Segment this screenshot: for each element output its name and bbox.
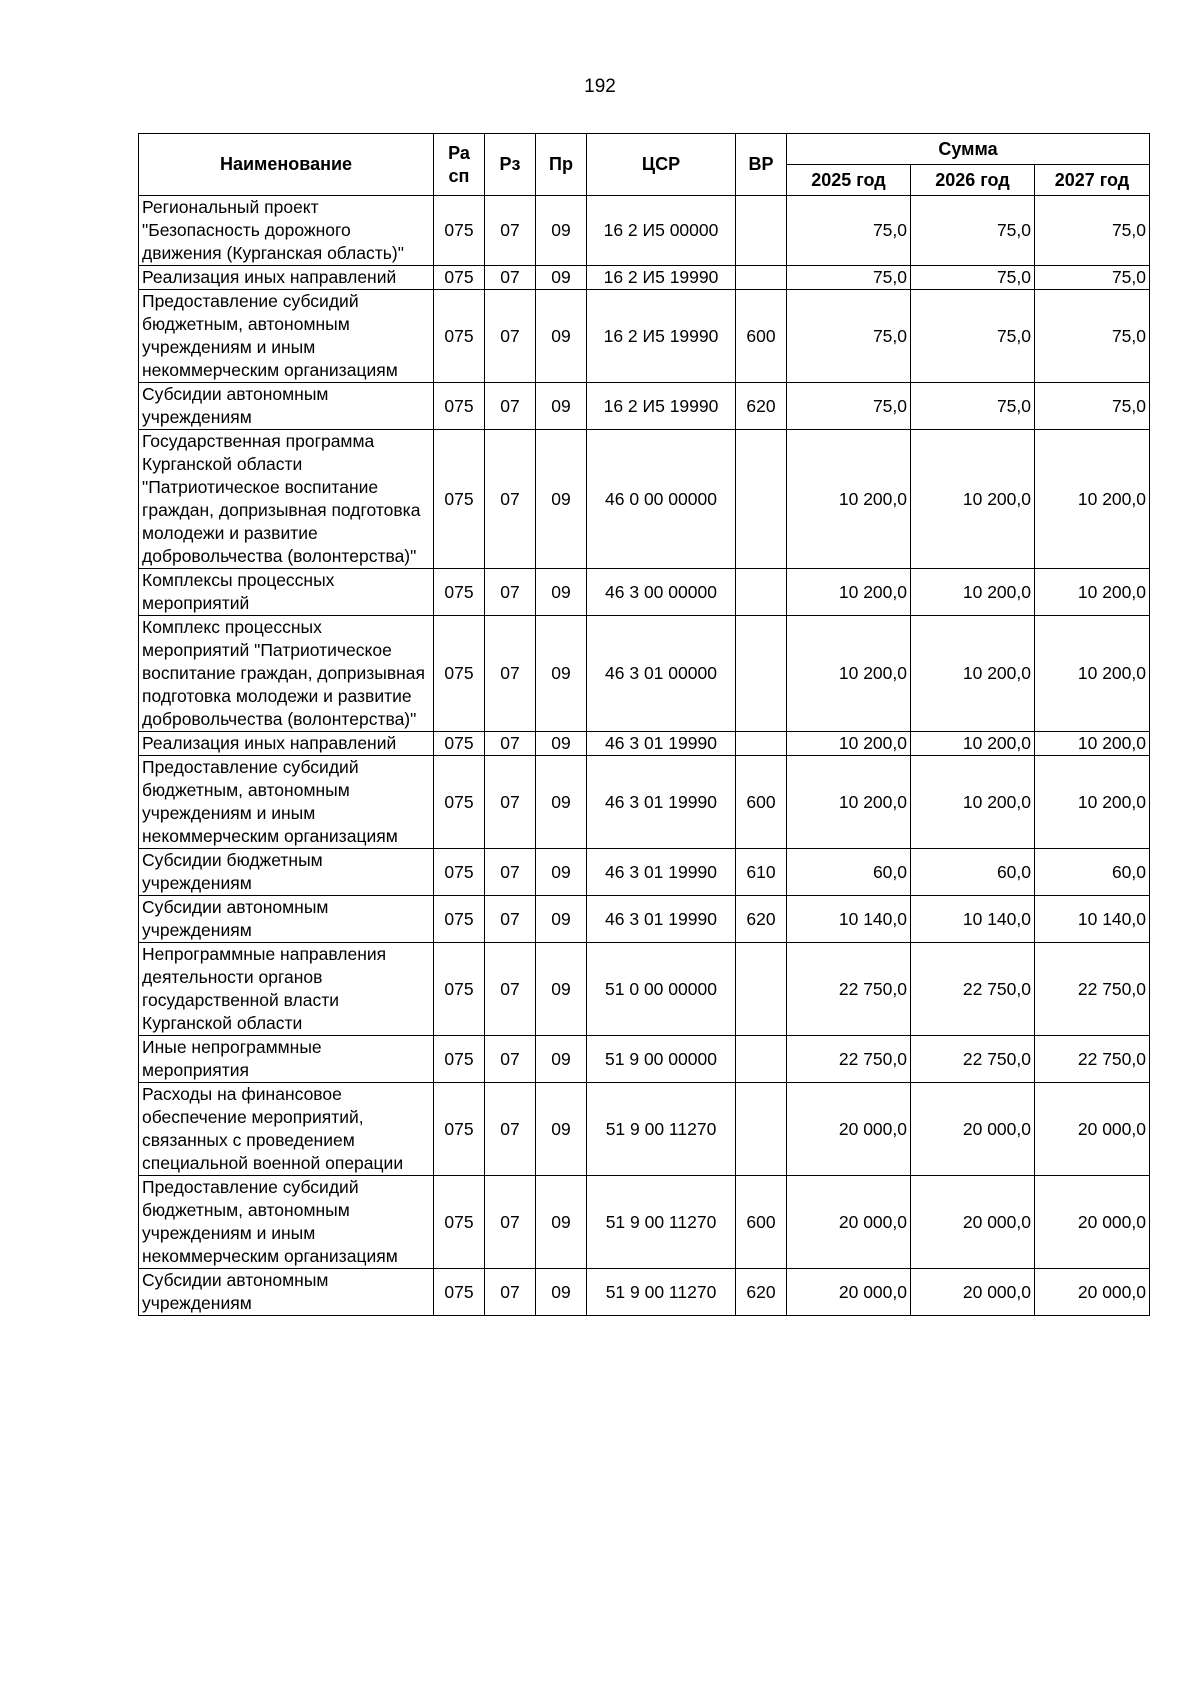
table-row	[139, 616, 1150, 732]
cell-rasp: 075	[434, 1269, 485, 1316]
cell-amount-2026: 10 200,0	[911, 616, 1035, 732]
cell-amount-2025: 10 200,0	[787, 430, 911, 569]
cell-pr: 09	[536, 1269, 587, 1316]
cell-rasp: 075	[434, 383, 485, 430]
table-row	[139, 1176, 1150, 1269]
header-year-2025: 2025 год	[787, 165, 911, 196]
cell-vr	[736, 943, 787, 1036]
cell-amount-2027: 20 000,0	[1035, 1176, 1150, 1269]
cell-csr: 46 3 00 00000	[587, 569, 736, 616]
cell-name: Региональный проект "Безопасность дорожного движения (Курганская область)"	[139, 196, 434, 266]
cell-vr: 620	[736, 896, 787, 943]
cell-pr: 09	[536, 383, 587, 430]
cell-amount-2026: 20 000,0	[911, 1269, 1035, 1316]
cell-rasp: 075	[434, 196, 485, 266]
cell-pr: 09	[536, 266, 587, 290]
cell-rz: 07	[485, 849, 536, 896]
cell-pr: 09	[536, 290, 587, 383]
cell-rasp: 075	[434, 430, 485, 569]
table-row	[139, 849, 1150, 896]
page-number: 192	[584, 76, 616, 97]
cell-amount-2025: 10 200,0	[787, 616, 911, 732]
cell-csr: 46 3 01 19990	[587, 732, 736, 756]
cell-amount-2027: 75,0	[1035, 266, 1150, 290]
cell-vr: 600	[736, 290, 787, 383]
cell-csr: 51 9 00 11270	[587, 1269, 736, 1316]
cell-name: Реализация иных направлений	[139, 732, 434, 756]
cell-name: Предоставление субсидий бюджетным, автономным учреждениям и иным некоммерческим организациям	[139, 1176, 434, 1269]
cell-vr	[736, 1036, 787, 1083]
cell-rasp: 075	[434, 616, 485, 732]
cell-name: Предоставление субсидий бюджетным, автономным учреждениям и иным некоммерческим организациям	[139, 290, 434, 383]
cell-vr	[736, 1083, 787, 1176]
cell-rz: 07	[485, 756, 536, 849]
cell-vr: 610	[736, 849, 787, 896]
cell-pr: 09	[536, 756, 587, 849]
cell-rasp: 075	[434, 569, 485, 616]
cell-name: Непрограммные направления деятельности органов государственной власти Курганской области	[139, 943, 434, 1036]
table-row	[139, 266, 1150, 290]
table-row	[139, 756, 1150, 849]
cell-rasp: 075	[434, 943, 485, 1036]
cell-amount-2025: 75,0	[787, 383, 911, 430]
cell-csr: 16 2 И5 19990	[587, 383, 736, 430]
cell-amount-2025: 75,0	[787, 266, 911, 290]
cell-rasp: 075	[434, 1176, 485, 1269]
cell-rz: 07	[485, 732, 536, 756]
cell-name: Субсидии автономным учреждениям	[139, 896, 434, 943]
cell-name: Предоставление субсидий бюджетным, автономным учреждениям и иным некоммерческим организациям	[139, 756, 434, 849]
cell-vr: 600	[736, 1176, 787, 1269]
cell-amount-2027: 75,0	[1035, 290, 1150, 383]
cell-amount-2027: 20 000,0	[1035, 1269, 1150, 1316]
cell-amount-2026: 10 200,0	[911, 756, 1035, 849]
table-row	[139, 1036, 1150, 1083]
table-row	[139, 383, 1150, 430]
cell-amount-2027: 60,0	[1035, 849, 1150, 896]
cell-csr: 16 2 И5 00000	[587, 196, 736, 266]
cell-amount-2026: 60,0	[911, 849, 1035, 896]
cell-pr: 09	[536, 569, 587, 616]
header-rasp: Ра сп	[434, 134, 485, 196]
cell-amount-2027: 10 200,0	[1035, 569, 1150, 616]
cell-vr: 620	[736, 383, 787, 430]
cell-amount-2026: 75,0	[911, 290, 1035, 383]
cell-rasp: 075	[434, 756, 485, 849]
cell-amount-2027: 75,0	[1035, 196, 1150, 266]
cell-vr	[736, 196, 787, 266]
cell-amount-2027: 10 200,0	[1035, 756, 1150, 849]
cell-name: Комплекс процессных мероприятий "Патриотическое воспитание граждан, допризывная подготовка молодежи и развитие добровольчества (волонтерства)"	[139, 616, 434, 732]
cell-rz: 07	[485, 616, 536, 732]
cell-rz: 07	[485, 196, 536, 266]
cell-pr: 09	[536, 616, 587, 732]
cell-rasp: 075	[434, 732, 485, 756]
table-row	[139, 732, 1150, 756]
cell-amount-2026: 10 200,0	[911, 569, 1035, 616]
cell-amount-2026: 22 750,0	[911, 943, 1035, 1036]
cell-amount-2025: 75,0	[787, 290, 911, 383]
cell-rasp: 075	[434, 896, 485, 943]
cell-amount-2025: 75,0	[787, 196, 911, 266]
cell-amount-2026: 20 000,0	[911, 1083, 1035, 1176]
cell-amount-2027: 10 200,0	[1035, 430, 1150, 569]
cell-vr: 600	[736, 756, 787, 849]
header-csr: ЦСР	[587, 134, 736, 196]
cell-amount-2026: 10 140,0	[911, 896, 1035, 943]
cell-rz: 07	[485, 1269, 536, 1316]
cell-amount-2025: 10 200,0	[787, 732, 911, 756]
cell-amount-2027: 20 000,0	[1035, 1083, 1150, 1176]
cell-rz: 07	[485, 569, 536, 616]
cell-amount-2025: 22 750,0	[787, 943, 911, 1036]
cell-pr: 09	[536, 1036, 587, 1083]
cell-pr: 09	[536, 1176, 587, 1269]
cell-csr: 46 3 01 19990	[587, 896, 736, 943]
cell-rasp: 075	[434, 1083, 485, 1176]
cell-name: Иные непрограммные мероприятия	[139, 1036, 434, 1083]
cell-csr: 51 0 00 00000	[587, 943, 736, 1036]
cell-amount-2027: 10 200,0	[1035, 732, 1150, 756]
header-year-2026: 2026 год	[911, 165, 1035, 196]
cell-amount-2025: 20 000,0	[787, 1083, 911, 1176]
cell-amount-2026: 75,0	[911, 383, 1035, 430]
cell-name: Субсидии бюджетным учреждениям	[139, 849, 434, 896]
cell-amount-2026: 75,0	[911, 196, 1035, 266]
cell-amount-2025: 22 750,0	[787, 1036, 911, 1083]
cell-csr: 46 0 00 00000	[587, 430, 736, 569]
cell-name: Реализация иных направлений	[139, 266, 434, 290]
cell-pr: 09	[536, 896, 587, 943]
cell-csr: 16 2 И5 19990	[587, 290, 736, 383]
header-sum: Сумма	[787, 134, 1150, 165]
cell-csr: 51 9 00 00000	[587, 1036, 736, 1083]
cell-rasp: 075	[434, 290, 485, 383]
cell-vr: 620	[736, 1269, 787, 1316]
table-row	[139, 896, 1150, 943]
table-row	[139, 1269, 1150, 1316]
cell-name: Субсидии автономным учреждениям	[139, 1269, 434, 1316]
table-body	[139, 196, 1150, 1316]
cell-csr: 46 3 01 19990	[587, 849, 736, 896]
cell-amount-2025: 10 200,0	[787, 756, 911, 849]
cell-rz: 07	[485, 1036, 536, 1083]
cell-rz: 07	[485, 383, 536, 430]
table-row	[139, 1083, 1150, 1176]
cell-rasp: 075	[434, 1036, 485, 1083]
table-row	[139, 943, 1150, 1036]
cell-name: Государственная программа Курганской области "Патриотическое воспитание граждан, допризывная подготовка молодежи и развитие добровольчества (волонтерства)"	[139, 430, 434, 569]
cell-amount-2027: 22 750,0	[1035, 1036, 1150, 1083]
cell-amount-2025: 10 140,0	[787, 896, 911, 943]
cell-amount-2025: 20 000,0	[787, 1176, 911, 1269]
cell-csr: 51 9 00 11270	[587, 1176, 736, 1269]
cell-rz: 07	[485, 943, 536, 1036]
cell-amount-2026: 20 000,0	[911, 1176, 1035, 1269]
cell-pr: 09	[536, 849, 587, 896]
header-vr: ВР	[736, 134, 787, 196]
cell-vr	[736, 732, 787, 756]
cell-amount-2025: 10 200,0	[787, 569, 911, 616]
cell-vr	[736, 569, 787, 616]
cell-csr: 46 3 01 00000	[587, 616, 736, 732]
cell-pr: 09	[536, 943, 587, 1036]
cell-pr: 09	[536, 196, 587, 266]
cell-amount-2027: 10 140,0	[1035, 896, 1150, 943]
header-rz: Рз	[485, 134, 536, 196]
cell-csr: 16 2 И5 19990	[587, 266, 736, 290]
table-row	[139, 569, 1150, 616]
cell-amount-2027: 75,0	[1035, 383, 1150, 430]
cell-rz: 07	[485, 896, 536, 943]
cell-rz: 07	[485, 290, 536, 383]
cell-rasp: 075	[434, 849, 485, 896]
cell-amount-2025: 20 000,0	[787, 1269, 911, 1316]
cell-name: Субсидии автономным учреждениям	[139, 383, 434, 430]
cell-rz: 07	[485, 430, 536, 569]
cell-rasp: 075	[434, 266, 485, 290]
cell-amount-2026: 10 200,0	[911, 430, 1035, 569]
header-pr: Пр	[536, 134, 587, 196]
cell-pr: 09	[536, 1083, 587, 1176]
cell-rz: 07	[485, 266, 536, 290]
table-row	[139, 430, 1150, 569]
cell-pr: 09	[536, 732, 587, 756]
table-row	[139, 196, 1150, 266]
cell-csr: 46 3 01 19990	[587, 756, 736, 849]
cell-amount-2027: 22 750,0	[1035, 943, 1150, 1036]
cell-amount-2027: 10 200,0	[1035, 616, 1150, 732]
cell-rz: 07	[485, 1083, 536, 1176]
cell-amount-2026: 75,0	[911, 266, 1035, 290]
cell-rz: 07	[485, 1176, 536, 1269]
header-year-2027: 2027 год	[1035, 165, 1150, 196]
cell-name: Расходы на финансовое обеспечение мероприятий, связанных с проведением специальной военной операции	[139, 1083, 434, 1176]
cell-amount-2025: 60,0	[787, 849, 911, 896]
cell-name: Комплексы процессных мероприятий	[139, 569, 434, 616]
budget-table	[138, 133, 1150, 1316]
cell-vr	[736, 430, 787, 569]
table-row	[139, 290, 1150, 383]
cell-vr	[736, 266, 787, 290]
header-name: Наименование	[139, 134, 434, 196]
cell-amount-2026: 10 200,0	[911, 732, 1035, 756]
cell-vr	[736, 616, 787, 732]
cell-csr: 51 9 00 11270	[587, 1083, 736, 1176]
cell-pr: 09	[536, 430, 587, 569]
cell-amount-2026: 22 750,0	[911, 1036, 1035, 1083]
